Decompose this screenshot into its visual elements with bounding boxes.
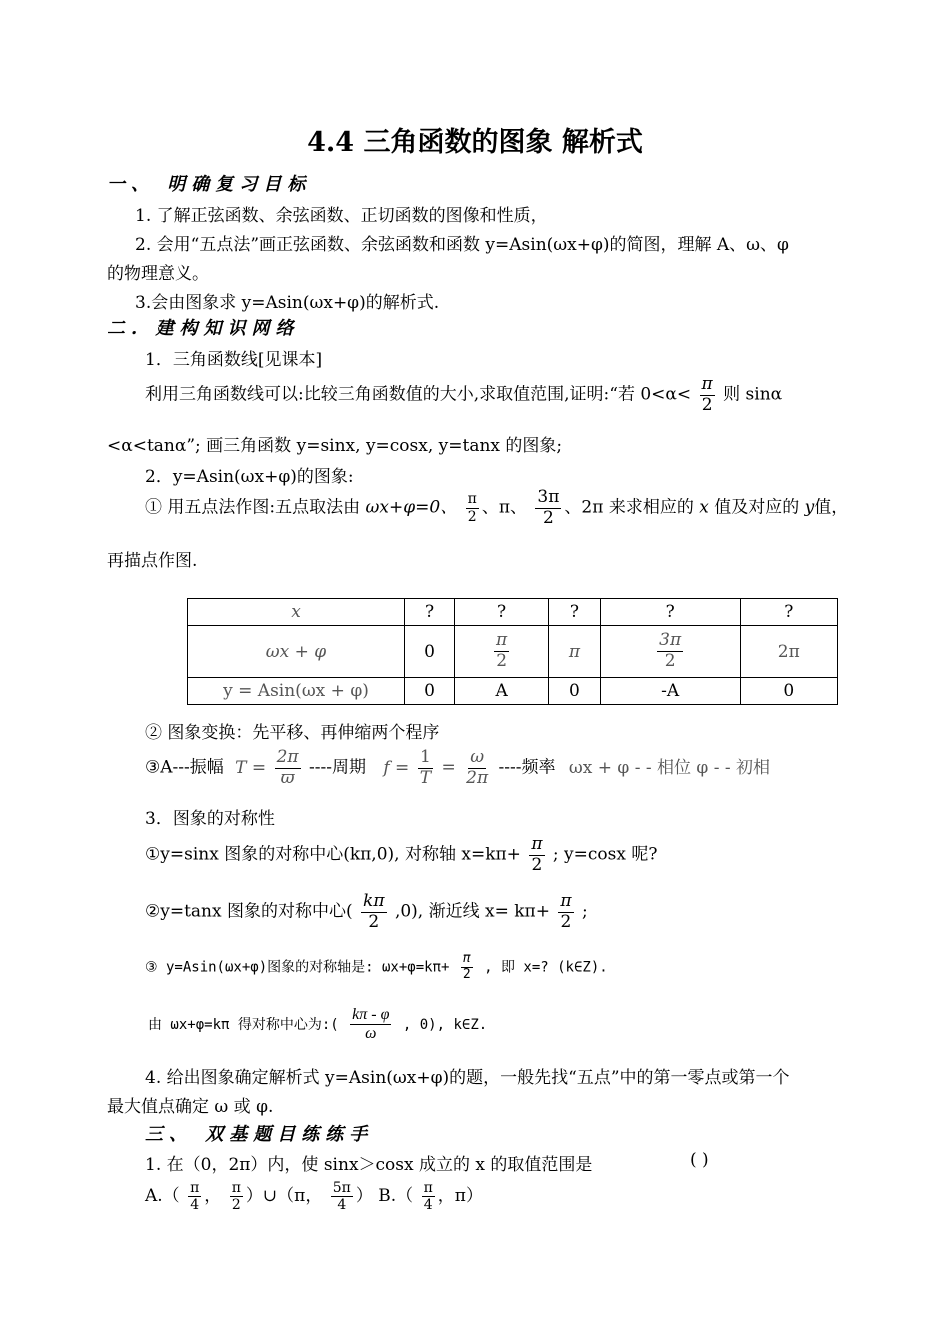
question-1: 1. 在（0，2π）内，使 sinx＞cosx 成立的 x 的取值范围是 [145,1155,593,1175]
section1-heading: 一、 明确复习目标 [107,174,312,195]
symmetry-title: 3．图象的对称性 [145,809,275,829]
fraction-pi-over-4: $\frac{\pi}{4}$ [190,1180,200,1214]
table-row: y = Asin(ωx + φ) 0 A 0 -A 0 [188,678,838,705]
fraction-pi-over-2: $\frac{\pi}{2}$ [701,374,713,415]
amplitude-period-line: ③A---振幅 T = $\frac{2\pi}{ϖ}$ ----周期 f = $\frac{1}{T}$ = $\frac{\omega}{2\pi}$ ----频率 ωx + φ - - 相位 φ - - 初相 [145,747,771,788]
symmetry-item-4: 由 ωx+φ=kπ 得对称中心为:( $\frac{k\pi - \varphi}{\omega}$ , 0), k∈Z. [148,1006,488,1043]
fraction-pi-over-2: $\frac{\pi}{2}$ [531,834,543,875]
question-1-options: A.（ $\frac{\pi}{4}$ ， $\frac{\pi}{2}$ ）∪（π， $\frac{5\pi}{4}$ ） B.（ $\frac{\pi}{4}$ ，π） [145,1180,483,1214]
five-point-method-cont: 再描点作图. [107,551,198,571]
fraction-pi-over-2: $\frac{\pi}{2}$ [462,951,471,982]
fraction-5pi-over-4: $\frac{5\pi}{4}$ [332,1180,351,1214]
symmetry-item-1: ①y=sinx 图象的对称中心(kπ,0), 对称轴 x=kπ+ $\frac{\pi}{2}$ ; y=cosx 呢? [145,834,658,875]
section3-heading: 三、 双基题目练练手 [145,1124,374,1145]
option-a-label: A.（ [145,1186,180,1207]
fraction-3pi-over-2: $\frac{3\pi}{2}$ [537,487,560,528]
trig-lines-text-b: 则 sinα [723,384,783,405]
determine-formula-cont: 最大值点确定 ω 或 φ. [107,1097,274,1117]
goal-item-2-cont: 的物理意义。 [107,264,209,284]
five-point-table [187,598,838,705]
fraction-omega-over-2pi: $\frac{\omega}{2\pi}$ [466,747,489,788]
trig-lines-text-cont: <α<tanα”; 画三角函数 y=sinx, y=cosx, y=tanx 的图象; [107,436,563,456]
table-row: ωx + φ 0 $\frac{\pi}{2}$ π $\frac{3\pi}{2}$ 2π [188,626,838,678]
goal-item-1: 1. 了解正弦函数、余弦函数、正切函数的图像和性质， [135,206,548,226]
symmetry-item-2: ②y=tanx 图象的对称中心( $\frac{k\pi}{2}$ ,0), 渐近线 x= kπ+ $\frac{\pi}{2}$ ; [145,891,588,932]
trig-lines-title: 1．三角函数线[见课本] [145,350,323,370]
fraction-pi-over-4: $\frac{\pi}{4}$ [423,1180,433,1214]
trig-lines-text-a: 利用三角函数线可以:比较三角函数值的大小,求取值范围,证明:“若 0<α< [145,384,692,405]
table-row: x ? ? ? ? ? [188,599,838,626]
fraction-1-over-T: $\frac{1}{T}$ [419,747,432,788]
fraction-pi-over-2: $\frac{\pi}{2}$ [496,630,508,671]
symmetry-item-3: ③ y=Asin(ωx+φ)图象的对称轴是: ωx+φ=kπ+ $\frac{\pi}{2}$ , 即 x=? (k∈Z). [145,951,608,982]
answer-paren: ( ) [690,1150,709,1170]
goal-item-3: 3.会由图象求 y=Asin(ωx+φ)的解析式. [135,293,440,313]
fraction-pi-over-2: $\frac{\pi}{2}$ [231,1180,241,1214]
section2-heading: 二. 建构知识网络 [107,318,300,339]
fraction-kpi-over-2: $\frac{k\pi}{2}$ [363,891,385,932]
fraction-pi-over-2: $\frac{\pi}{2}$ [467,491,477,525]
five-point-method: ① 用五点法作图:五点取法由 ωx+φ=0、 $\frac{\pi}{2}$ 、π、 $\frac{3\pi}{2}$ 、2π 来求相应的 x 值及对应的 y值， [145,487,849,528]
fraction-kpi-minus-phi-over-omega: $\frac{k\pi - \varphi}{\omega}$ [352,1006,390,1043]
fraction-3pi-over-2: $\frac{3\pi}{2}$ [659,630,682,671]
option-b-label: ） B.（ [355,1186,414,1207]
goal-item-2: 2. 会用“五点法”画正弦函数、余弦函数和函数 y=Asin(ωx+φ)的简图，理解 A、ω、φ [135,235,789,255]
graph-title: 2．y=Asin(ωx+φ)的图象: [145,467,354,487]
determine-formula: 4. 给出图象确定解析式 y=Asin(ωx+φ)的题，一般先找“五点”中的第一零点或第一个 [145,1068,790,1088]
fraction-2pi-over-omega: $\frac{2\pi}{ϖ}$ [276,747,299,788]
page-title: 4.4 三角函数的图象 解析式 [307,127,643,158]
fraction-pi-over-2: $\frac{\pi}{2}$ [560,891,572,932]
graph-transform: ② 图象变换：先平移、再伸缩两个程序 [145,723,440,743]
trig-lines-text [145,375,782,415]
